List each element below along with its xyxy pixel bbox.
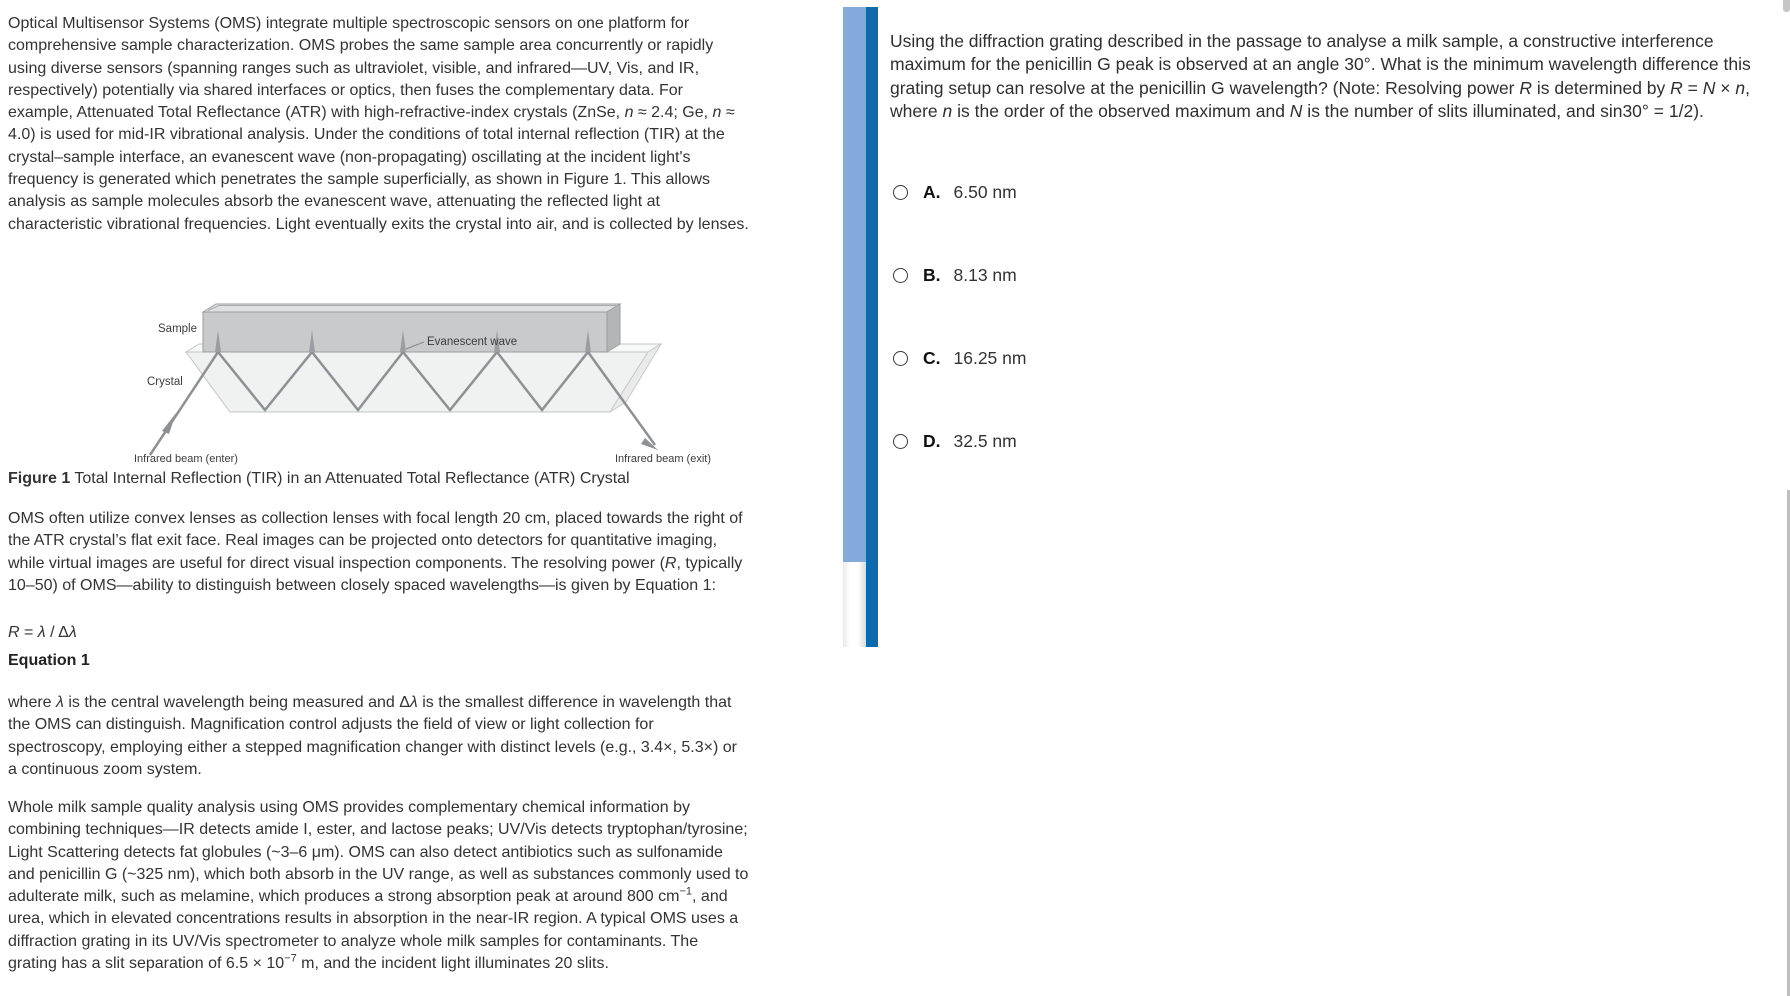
passage-paragraph-1: Optical Multisensor Systems (OMS) integrate multiple spectroscopic sensors on one platform for comprehensive sample characterization. OMS probes the same sample area concurrently or rapidly using diverse sensors (spanning ranges such as ultraviolet, visible, and infrared—UV, Vis, and IR, respectively) potentially via shared interfaces or optics, then fuses the complementary data. For example, Attenuated Total Reflectance (ATR) with high-refractive-index crystals (ZnSe, n ≈ 2.4; Ge, n ≈ 4.0) is used for mid-IR vibrational analysis. Under the conditions of total internal reflection (TIR) at the crystal–sample interface, an evanescent wave (non-propagating) oscillating at the incident light's frequency is generated which penetrates the sample superficially, as shown in Figure 1. This allows analysis as sample molecules absorb the evanescent wave, attenuating the reflected light at characteristic vibrational frequencies. Light eventually exits the crystal into air, and is collected by lenses. xyxy=(8,15,749,233)
radio-button-icon[interactable] xyxy=(893,268,908,283)
figure-label-evanescent-wave: Evanescent wave xyxy=(427,336,518,348)
figure-label-infrared-beam-enter: Infrared beam (enter) xyxy=(134,453,238,465)
figure-label-sample: Sample xyxy=(158,323,197,335)
figure-label-infrared-beam-exit: Infrared beam (exit) xyxy=(615,453,711,465)
answer-option-c[interactable] xyxy=(893,347,1026,369)
option-value: 32.5 nm xyxy=(953,430,1017,451)
crystal-body xyxy=(186,352,648,412)
figure-label-crystal: Crystal xyxy=(147,376,183,388)
answer-option-b[interactable] xyxy=(893,264,1017,286)
answer-option-a[interactable] xyxy=(893,181,1017,203)
passage-paragraph-2: OMS often utilize convex lenses as collection lenses with focal length 20 cm, placed towards the right of the ATR crystal’s flat exit face. Real images can be projected onto detectors for quantitative imaging, while virtual images are useful for direct visual inspection components. The resolving power (R, typically 10–50) of OMS—ability to distinguish between closely spaced wavelengths—is given by Equation 1: xyxy=(8,510,743,594)
figure-1-atr-diagram xyxy=(90,292,730,468)
option-value: 16.25 nm xyxy=(953,347,1027,368)
option-letter: A. xyxy=(923,181,941,202)
question-text: Using the diffraction grating described in the passage to analyse a milk sample, a constructive interference maximum for the penicillin G peak is observed at an angle 30°. What is the minimum wavelength difference this grating setup can resolve at the penicillin G wavelength? (Note: Resolving power R is determined by R = N × n, where n is the order of the observed maximum and N is the number of slits illuminated, and sin30° = 1/2). xyxy=(890,31,1751,121)
sample-box-right-face xyxy=(607,304,620,352)
passage-scrollbar-track[interactable] xyxy=(843,562,866,647)
figure-1-caption: Figure 1 Total Internal Reflection (TIR) in an Attenuated Total Reflectance (ATR) Crystal xyxy=(8,470,630,487)
passage-scrollbar-thumb[interactable] xyxy=(843,7,866,562)
equation-1-formula: R = λ / Δλ xyxy=(8,624,77,641)
passage-paragraph-3: where λ is the central wavelength being measured and Δλ is the smallest difference in wavelength that the OMS can distinguish. Magnification control adjusts the field of view or light collection for spectroscopy, employing either a stepped magnification changer with distinct levels (e.g., 3.4×, 5.3×) or a continuous zoom system. xyxy=(8,694,737,778)
passage-paragraph-4: Whole milk sample quality analysis using OMS provides complementary chemical information by combining techniques—IR detects amide I, ester, and lactose peaks; UV/Vis detects tryptophan/tyrosine; Light Scattering detects fat globules (~3–6 μm). OMS can also detect antibiotics such as sulfonamide and penicillin G (~325 nm), which both absorb in the UV range, as well as substances commonly used to adulterate milk, such as melamine, which produces a strong absorption peak at around 800 $cm^{-1}$, and urea, which in elevated concentrations results in absorption in the near-IR region. A typical OMS uses a diffraction grating in its UV/Vis spectrometer to analyze whole milk samples for contaminants. The grating has a slit separation of $6.5 \times 10^{-7}$ m, and the incident light illuminates 20 slits. xyxy=(8,799,749,973)
option-value: 8.13 nm xyxy=(953,264,1017,285)
radio-button-icon[interactable] xyxy=(893,185,908,200)
window-scrollbar-top-cap[interactable] xyxy=(1783,0,1790,12)
enter-beam-arrowhead-icon xyxy=(162,413,176,434)
equation-1-label: Equation 1 xyxy=(8,652,90,669)
option-letter: B. xyxy=(923,264,941,285)
option-value: 6.50 nm xyxy=(953,181,1017,202)
option-letter: C. xyxy=(923,347,941,368)
panel-divider-bar[interactable] xyxy=(866,7,878,647)
radio-button-icon[interactable] xyxy=(893,434,908,449)
answer-option-d[interactable] xyxy=(893,430,1017,452)
option-letter: D. xyxy=(923,430,941,451)
radio-button-icon[interactable] xyxy=(893,351,908,366)
